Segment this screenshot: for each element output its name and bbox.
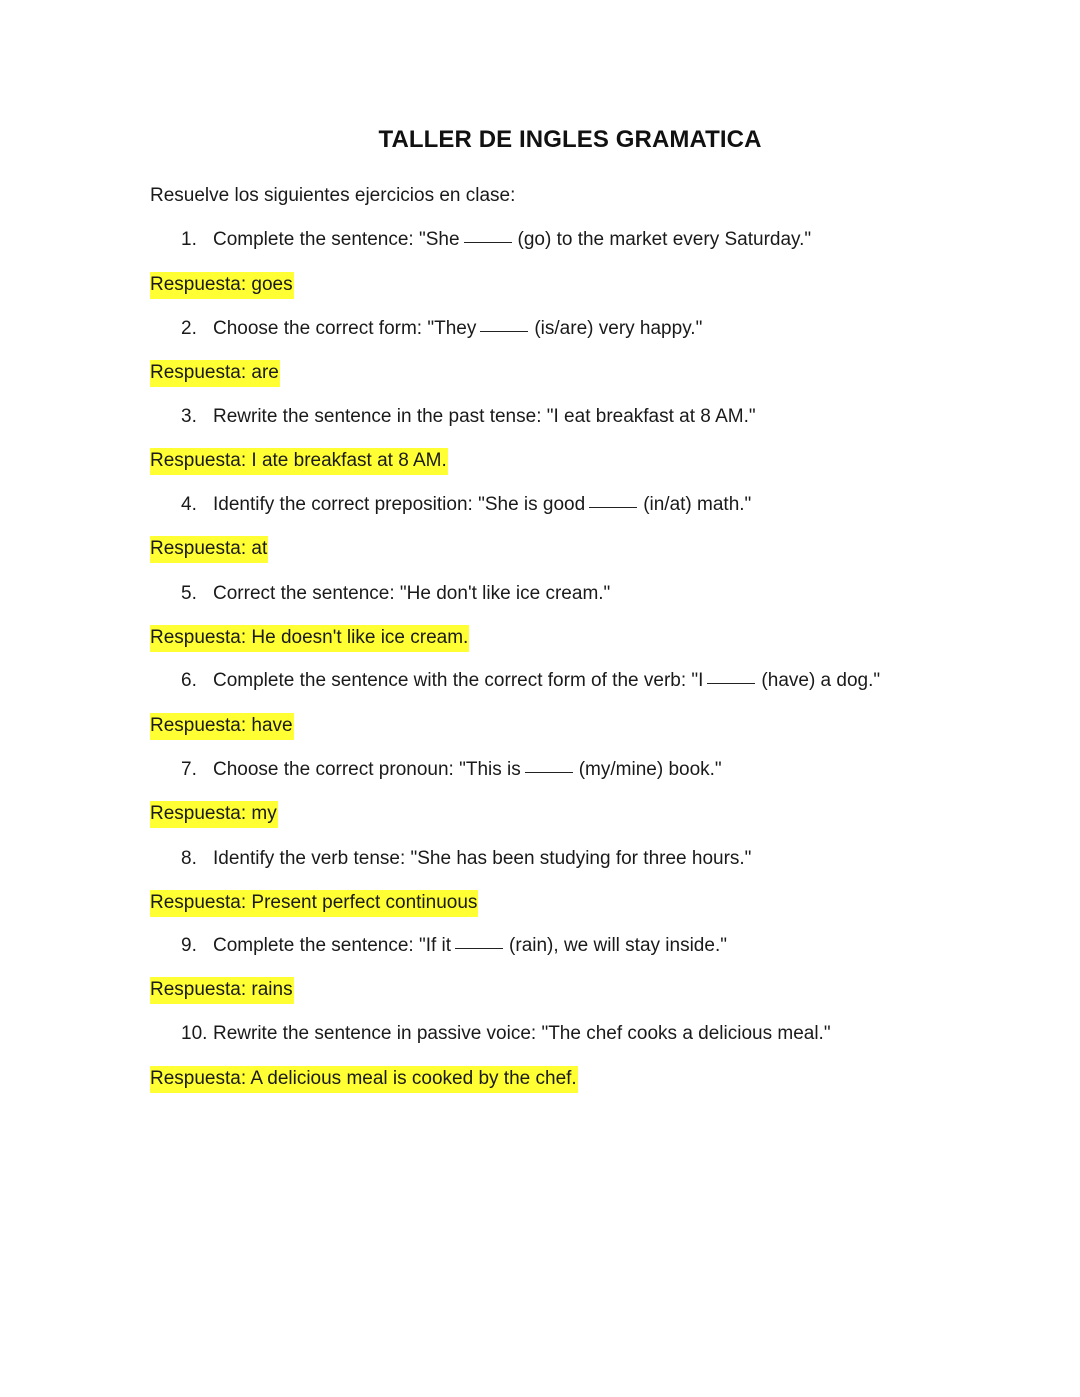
question-number: 4. <box>181 494 197 515</box>
answer-2: Respuesta: are <box>150 360 280 387</box>
question-1 <box>181 229 811 251</box>
question-5 <box>181 583 610 605</box>
question-text: Complete the sentence: "If it <box>213 935 452 956</box>
question-text-end: (in/at) math." <box>643 494 752 515</box>
question-text-end: (go) to the market every Saturday." <box>517 229 812 250</box>
question-text: Rewrite the sentence in passive voice: "The chef cooks a delicious meal." <box>213 1023 831 1044</box>
question-number: 3. <box>181 406 197 427</box>
question-number: 10. <box>181 1023 208 1044</box>
question-text: Identify the correct preposition: "She is good <box>213 494 586 515</box>
question-text: Choose the correct form: "They <box>213 318 477 339</box>
question-text: Complete the sentence: "She <box>213 229 460 250</box>
answer-blank <box>455 947 503 949</box>
question-text: Complete the sentence with the correct form of the verb: "I <box>213 670 704 691</box>
answer-7: Respuesta: my <box>150 801 278 828</box>
question-number: 9. <box>181 935 197 956</box>
answer-blank <box>464 241 512 243</box>
question-text-end: (have) a dog." <box>761 670 881 691</box>
question-number: 2. <box>181 318 197 339</box>
question-text: Correct the sentence: "He don't like ice cream." <box>213 583 611 604</box>
question-text: Rewrite the sentence in the past tense: "I eat breakfast at 8 AM." <box>213 406 756 427</box>
answer-blank <box>525 771 573 773</box>
question-3 <box>181 406 756 428</box>
answer-blank <box>589 506 637 508</box>
question-number: 8. <box>181 848 197 869</box>
question-2 <box>181 318 702 340</box>
question-8 <box>181 848 751 870</box>
answer-9: Respuesta: rains <box>150 977 294 1004</box>
question-10 <box>181 1023 831 1045</box>
question-6 <box>181 670 880 692</box>
answer-8: Respuesta: Present perfect continuous <box>150 890 478 917</box>
answer-10: Respuesta: A delicious meal is cooked by the chef. <box>150 1066 578 1093</box>
answer-6: Respuesta: have <box>150 713 294 740</box>
question-text: Choose the correct pronoun: "This is <box>213 759 521 780</box>
question-9 <box>181 935 727 957</box>
answer-4: Respuesta: at <box>150 536 268 563</box>
question-number: 1. <box>181 229 197 250</box>
intro-text: Resuelve los siguientes ejercicios en clase: <box>150 185 516 206</box>
answer-1: Respuesta: goes <box>150 272 294 299</box>
document-title: TALLER DE INGLES GRAMATICA <box>378 126 762 153</box>
question-7 <box>181 759 722 781</box>
answer-5: Respuesta: He doesn't like ice cream. <box>150 625 469 652</box>
question-text-end: (is/are) very happy." <box>534 318 703 339</box>
answer-blank <box>480 330 528 332</box>
question-text: Identify the verb tense: "She has been studying for three hours." <box>213 848 752 869</box>
question-4 <box>181 494 751 516</box>
question-text-end: (rain), we will stay inside." <box>509 935 727 956</box>
answer-3: Respuesta: I ate breakfast at 8 AM. <box>150 448 448 475</box>
question-number: 5. <box>181 583 197 604</box>
question-number: 7. <box>181 759 197 780</box>
answer-blank <box>707 682 755 684</box>
question-text-end: (my/mine) book." <box>578 759 722 780</box>
question-number: 6. <box>181 670 197 691</box>
